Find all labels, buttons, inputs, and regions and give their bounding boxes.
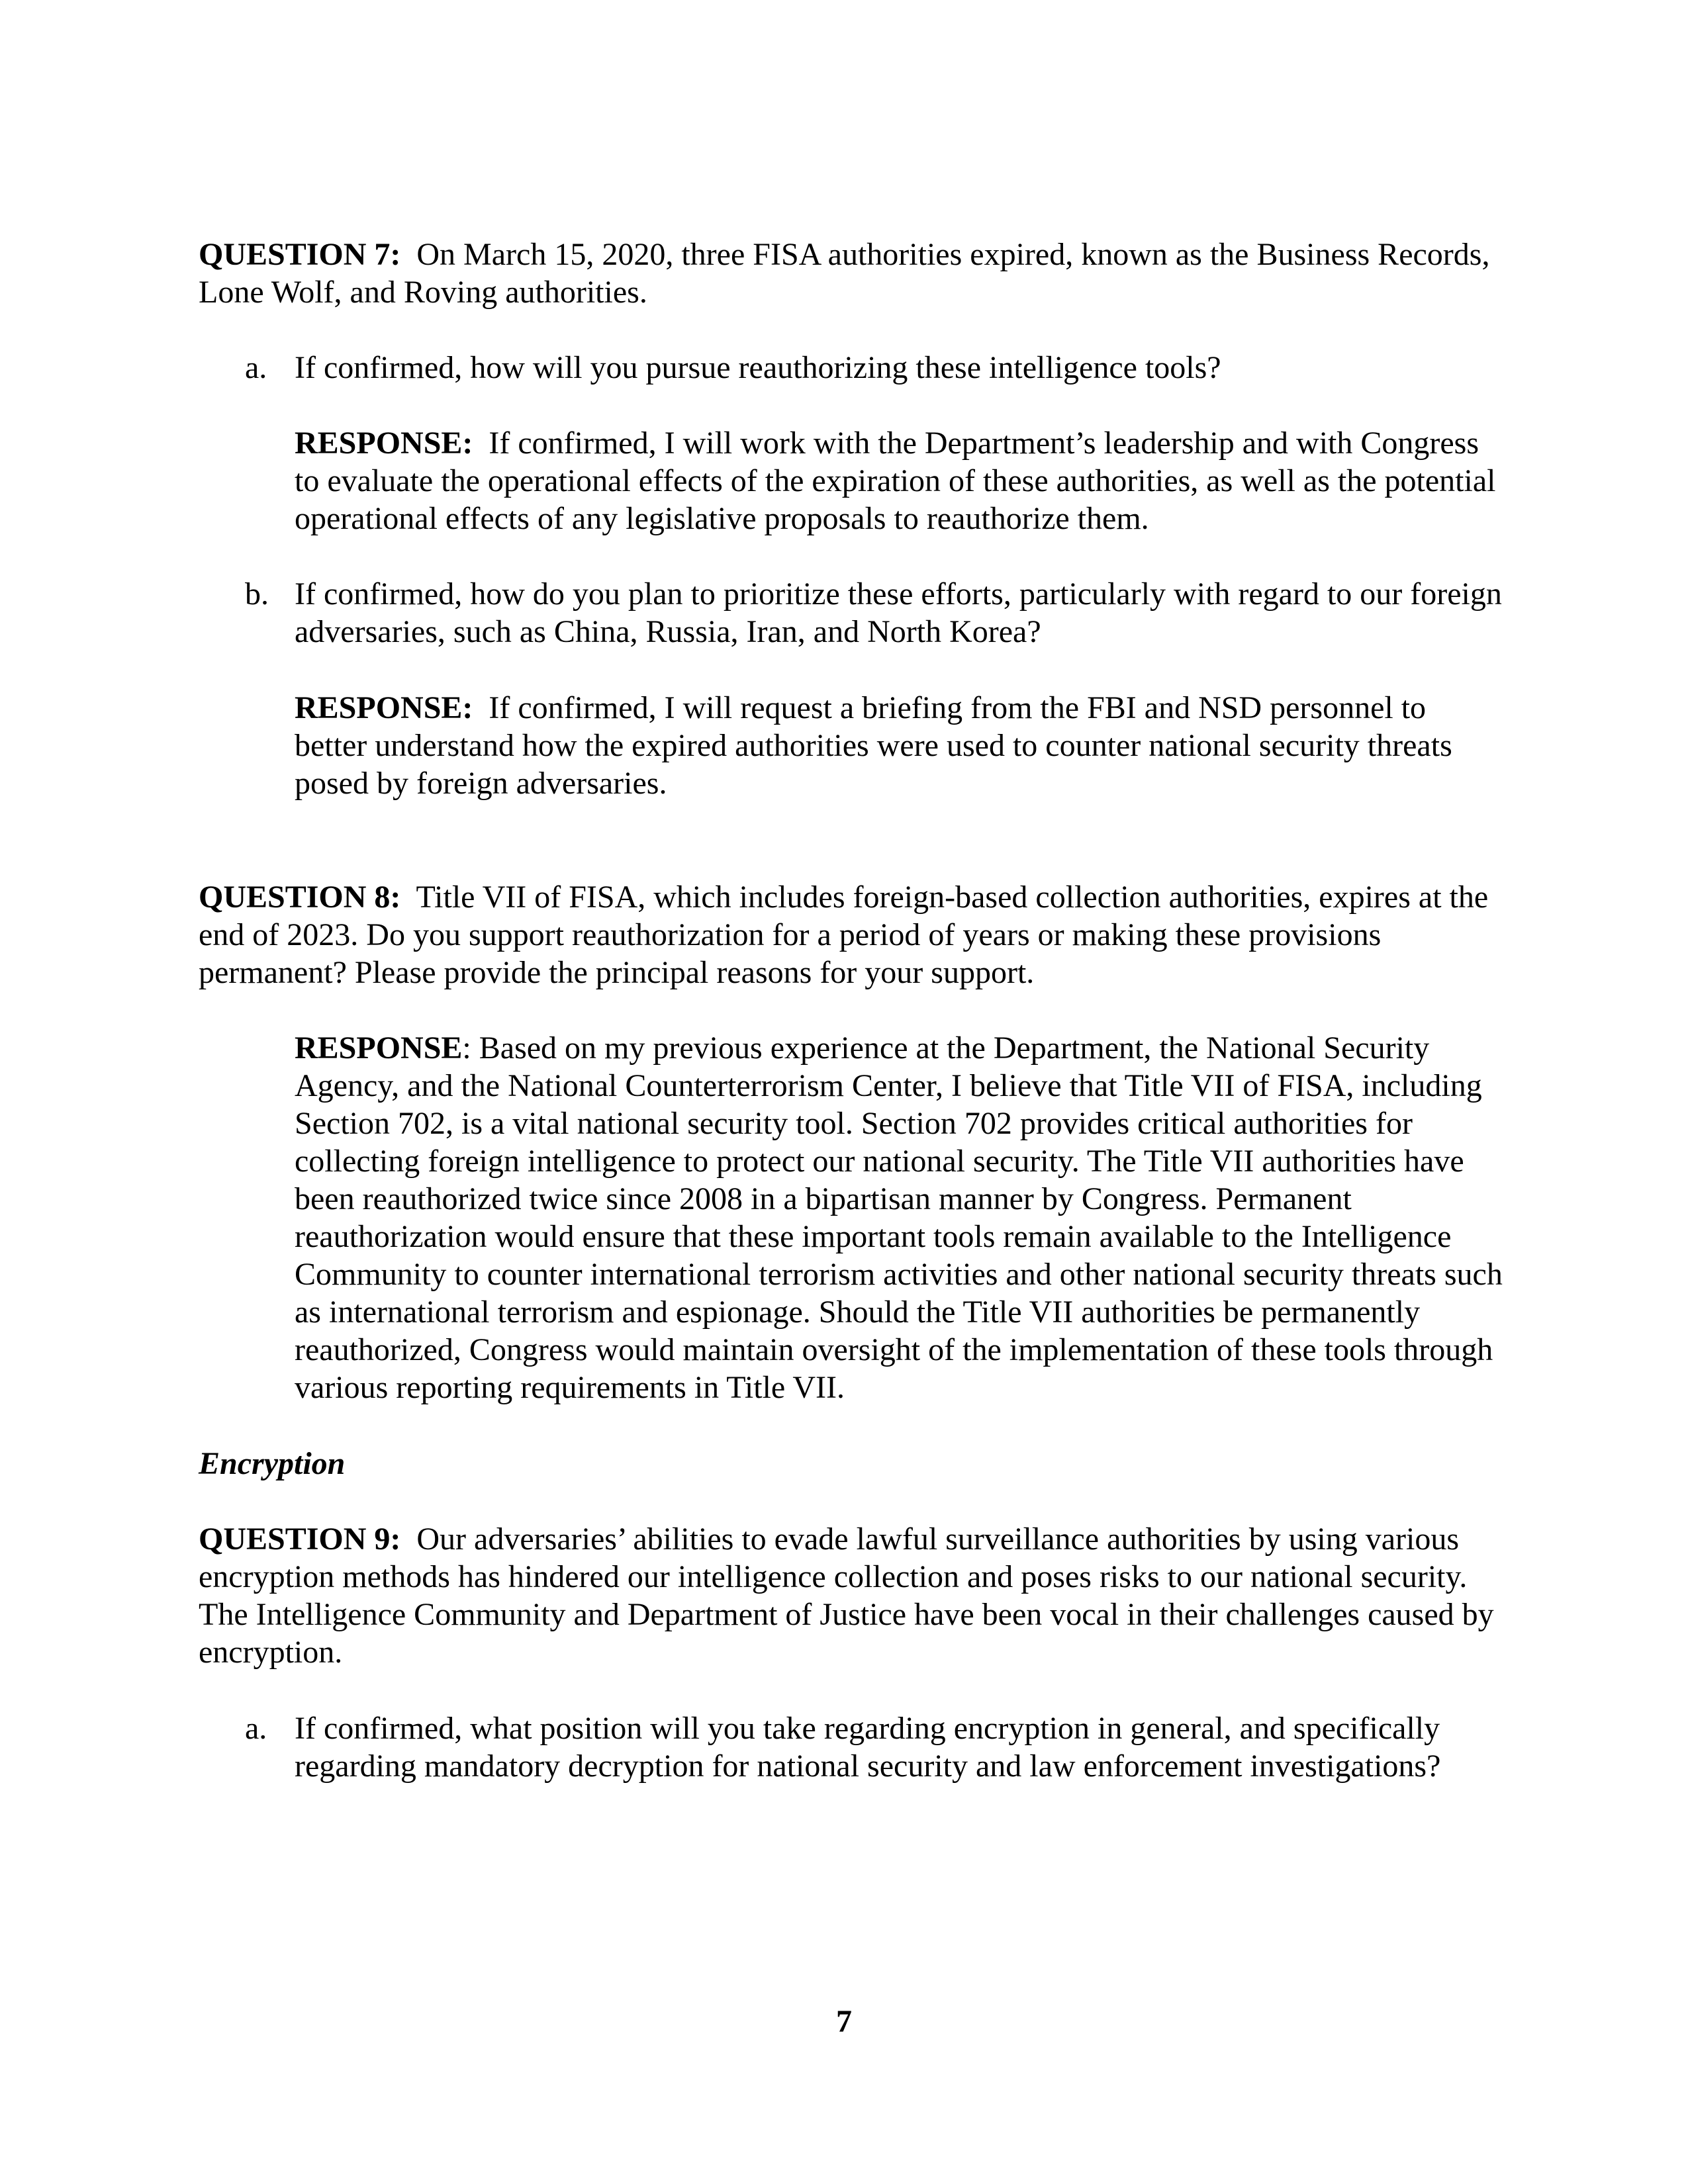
question-7a-text: If confirmed, how will you pursue reauthorizing these intelligence tools?: [295, 350, 1221, 385]
section-heading-encryption: Encryption: [199, 1446, 346, 1481]
question-9-label: QUESTION 9:: [199, 1522, 401, 1557]
response-7b-label: RESPONSE:: [295, 690, 473, 725]
question-8-text: Title VII of FISA, which includes foreign-based collection authorities, expires at the end of 2023. Do you support reauthorization for a period of years or making these provisions permanent? Please provide the principal reasons for your support.: [199, 880, 1489, 990]
response-7b: [295, 689, 1503, 802]
question-7a: [245, 349, 1503, 387]
response-8: [295, 1029, 1503, 1406]
response-7a: [295, 424, 1503, 537]
question-8: [199, 878, 1503, 991]
question-7b: [245, 575, 1503, 651]
question-9a-text: If confirmed, what position will you take regarding encryption in general, and specifically regarding mandatory decryption for national security and law enforcement investigations?: [295, 1711, 1441, 1784]
question-7-text: On March 15, 2020, three FISA authorities expired, known as the Business Records, Lone Wolf, and Roving authorities.: [199, 237, 1490, 310]
response-7a-text: If confirmed, I will work with the Department’s leadership and with Congress to evaluate the operational effects of the expiration of these authorities, as well as the potential operational effects of any legislative proposals to reauthorize them.: [295, 426, 1496, 536]
question-9a: [245, 1709, 1503, 1785]
question-7b-text: If confirmed, how do you plan to prioritize these efforts, particularly with regard to our foreign adversaries, such as China, Russia, Iran, and North Korea?: [295, 576, 1502, 649]
question-8-label: QUESTION 8:: [199, 880, 401, 915]
response-8-text: : Based on my previous experience at the Department, the National Security Agency, and the National Counterterrorism Center, I believe that Title VII of FISA, including Section 702, is a vital national security tool. Section 702 provides critical authorities for collecting foreign intelligence to protect our national security. The Title VII authorities have been reauthorized twice since 2008 in a bipartisan manner by Congress. Permanent reauthorization would ensure that these important tools remain available to the Intelligence Community to counter international terrorism activities and other national security threats such as international terrorism and espionage. Should the Title VII authorities be permanently reauthorized, Congress would maintain oversight of the implementation of these tools through various reporting requirements in Title VII.: [295, 1030, 1503, 1405]
question-7b-marker: b.: [245, 576, 269, 612]
question-9a-marker: a.: [245, 1711, 267, 1746]
question-7: [199, 236, 1503, 311]
question-7a-marker: a.: [245, 350, 267, 385]
page-number: 7: [836, 2004, 852, 2039]
response-8-label: RESPONSE: [295, 1030, 463, 1066]
question-9: [199, 1520, 1503, 1671]
response-7b-text: If confirmed, I will request a briefing from the FBI and NSD personnel to better understand how the expired authorities were used to counter national security threats posed by foreign adversaries.: [295, 690, 1452, 801]
question-9-text: Our adversaries’ abilities to evade lawful surveillance authorities by using various encryption methods has hindered our intelligence collection and poses risks to our national security. The Intelligence Community and Department of Justice have been vocal in their challenges caused by encryption.: [199, 1522, 1494, 1670]
question-7-label: QUESTION 7:: [199, 237, 401, 272]
response-7a-label: RESPONSE:: [295, 426, 473, 461]
